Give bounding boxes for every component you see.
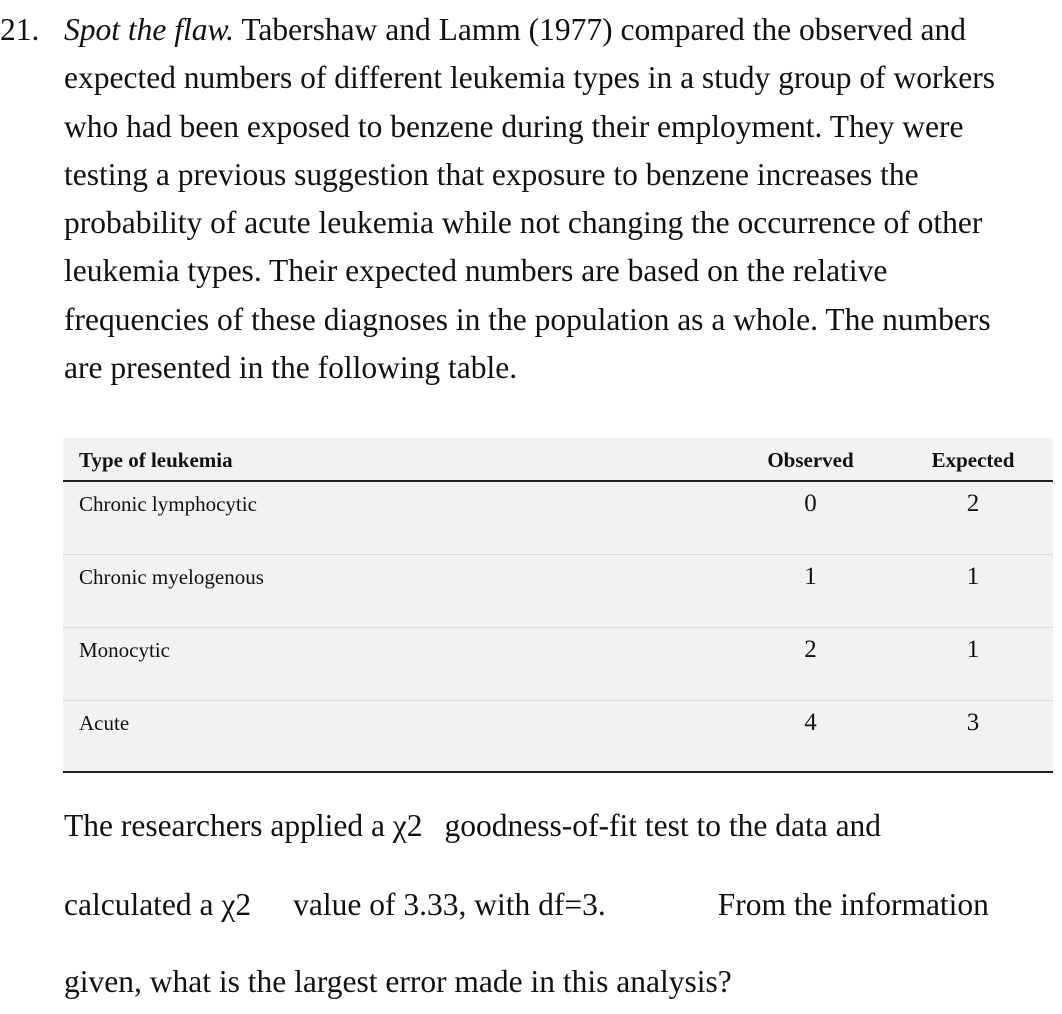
row-expected: 1 xyxy=(966,636,980,663)
leukemia-table xyxy=(63,438,1053,773)
header-type: Type of leukemia xyxy=(79,448,233,472)
followup-line-3: given, what is the largest error made in this analysis? xyxy=(64,964,732,999)
row-expected: 3 xyxy=(966,709,980,736)
row-observed: 0 xyxy=(804,490,817,517)
table-row xyxy=(63,628,1053,701)
question-line: testing a previous suggestion that exposure to benzene increases the xyxy=(64,156,919,192)
followup-line-2 xyxy=(64,887,989,923)
row-observed: 2 xyxy=(804,636,817,663)
question-text xyxy=(0,6,1060,392)
followup-text: goodness-of-fit test to the data and xyxy=(444,808,882,843)
followup-text: The researchers applied a χ2 xyxy=(64,808,423,843)
followup-line-1 xyxy=(64,808,881,844)
question-line: Tabershaw and Lamm (1977) compared the observed and xyxy=(241,12,967,47)
table-row xyxy=(63,482,1053,555)
row-type: Chronic lymphocytic xyxy=(79,492,257,516)
question-line: expected numbers of different leukemia types in a study group of workers xyxy=(64,60,996,96)
question-lead: Spot the flaw. xyxy=(64,12,235,47)
row-observed: 4 xyxy=(804,709,817,736)
question-line: frequencies of these diagnoses in the population as a whole. The numbers xyxy=(64,301,991,337)
header-expected: Expected xyxy=(931,448,1015,472)
question-number: 21. xyxy=(0,12,40,47)
header-observed: Observed xyxy=(767,448,854,472)
row-expected: 1 xyxy=(966,563,980,590)
row-type: Monocytic xyxy=(79,638,170,662)
followup-text: From the information xyxy=(717,887,989,922)
question-line: probability of acute leukemia while not changing the occurrence of other xyxy=(64,205,983,241)
table-row xyxy=(63,701,1053,771)
question-line: are presented in the following table. xyxy=(64,350,518,386)
followup-text: value of 3.33, with df=3. xyxy=(293,887,606,922)
row-expected: 2 xyxy=(966,490,980,517)
question-line: who had been exposed to benzene during their employment. They were xyxy=(64,108,964,144)
table-header-row xyxy=(63,438,1053,482)
row-observed: 1 xyxy=(804,563,817,590)
row-type: Acute xyxy=(79,711,130,735)
table-row xyxy=(63,555,1053,628)
followup-text: calculated a χ2 xyxy=(64,887,252,922)
question-first-line xyxy=(0,6,1060,54)
question-line: leukemia types. Their expected numbers are based on the relative xyxy=(64,253,888,289)
row-type: Chronic myelogenous xyxy=(79,565,264,589)
